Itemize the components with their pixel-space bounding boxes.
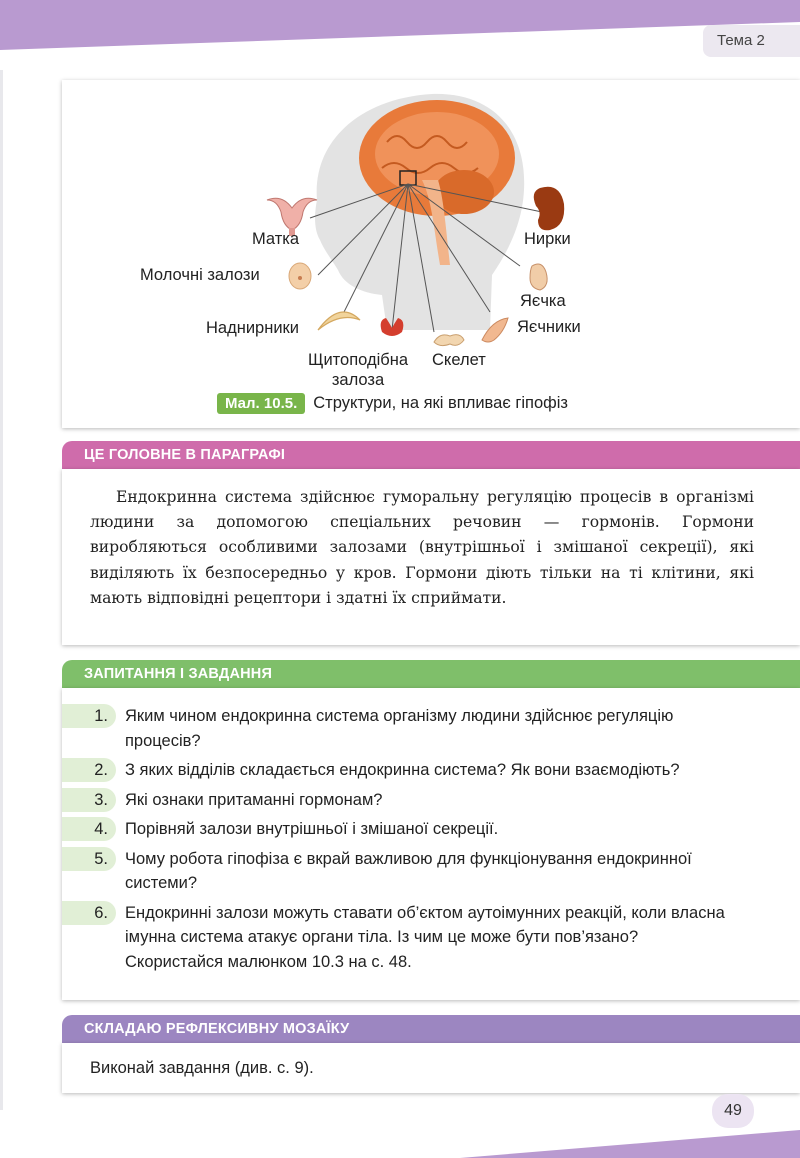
question-text: Ендокринні залози можуть ставати об’єктом аутоімунних реакцій, коли власна імунна система атакує органи тіла. Із чим це може бути пов’язано? Скористайся малюнком 10.3 на с. 48.	[125, 903, 725, 971]
label-ovaries: Яєчники	[517, 318, 581, 336]
figure-card	[62, 80, 800, 428]
question-item	[62, 758, 800, 783]
label-kidneys: Нирки	[524, 230, 571, 248]
footer-decoration	[0, 1100, 800, 1158]
question-item	[62, 788, 800, 813]
mosaic-task-text: Виконай завдання (див. с. 9).	[90, 1059, 314, 1077]
questions-section-header: ЗАПИТАННЯ І ЗАВДАННЯ	[62, 660, 800, 688]
questions-list	[62, 704, 800, 979]
main-section-text: Ендокринна система здійснює гуморальну регуляцію процесів в організмі людини за допомогою спеціальних речовин — гормонів. Гормони виробляються особливими залозами (внутрішньої і змішаної секреції), які виділяють їх безпосередньо у кров. Гормони діють тільки на ті клітини, які мають відповідні рецептори і здатні їх сприймати.	[90, 488, 754, 607]
question-item	[62, 704, 800, 753]
question-number: 2.	[62, 758, 116, 782]
questions-card	[62, 688, 800, 1000]
figure-number-badge: Мал. 10.5.	[217, 393, 305, 414]
question-number: 3.	[62, 788, 116, 812]
kidney-icon	[534, 187, 564, 231]
question-text: Порівняй залози внутрішньої і змішаної секреції.	[125, 820, 499, 838]
label-testes: Яєчка	[520, 292, 566, 310]
mosaic-card	[62, 1043, 800, 1093]
topic-tab: Тема 2	[703, 25, 800, 57]
question-number: 4.	[62, 817, 116, 841]
label-uterus: Матка	[252, 230, 300, 248]
question-number: 6.	[62, 901, 116, 925]
figure-caption	[217, 393, 568, 414]
main-section-body	[90, 485, 754, 611]
question-text: Які ознаки притаманні гормонам?	[125, 790, 383, 809]
label-adrenal-glands: Наднирники	[206, 319, 299, 337]
question-text: Яким чином ендокринна система організму людини здійснює регуляцію процесів?	[125, 707, 674, 750]
question-number: 1.	[62, 704, 116, 728]
skeleton-bone-icon	[434, 335, 464, 346]
question-item	[62, 847, 800, 896]
label-skeleton: Скелет	[432, 351, 486, 369]
question-item	[62, 901, 800, 975]
main-section-card	[62, 469, 800, 645]
page-number: 49	[712, 1094, 754, 1128]
question-number: 5.	[62, 847, 116, 871]
left-margin-rule	[0, 70, 3, 1110]
adrenal-gland-icon	[318, 312, 360, 330]
label-mammary-glands: Молочні залози	[140, 266, 260, 284]
question-text: З яких відділів складається ендокринна система? Як вони взаємодіють?	[125, 761, 680, 779]
label-thyroid: Щитоподібна залоза	[307, 351, 408, 389]
header-decoration	[0, 0, 800, 60]
mosaic-section-header: СКЛАДАЮ РЕФЛЕКСИВНУ МОЗАЇКУ	[62, 1015, 800, 1043]
main-section-header: ЦЕ ГОЛОВНЕ В ПАРАГРАФІ	[62, 441, 800, 469]
question-text: Чому робота гіпофіза є вкрай важливою для функціонування ендокринної системи?	[125, 849, 692, 892]
figure-caption-text: Структури, на які впливає гіпофіз	[313, 394, 568, 412]
testes-icon	[530, 264, 547, 290]
pituitary-illustration	[62, 80, 800, 428]
question-item	[62, 817, 800, 842]
